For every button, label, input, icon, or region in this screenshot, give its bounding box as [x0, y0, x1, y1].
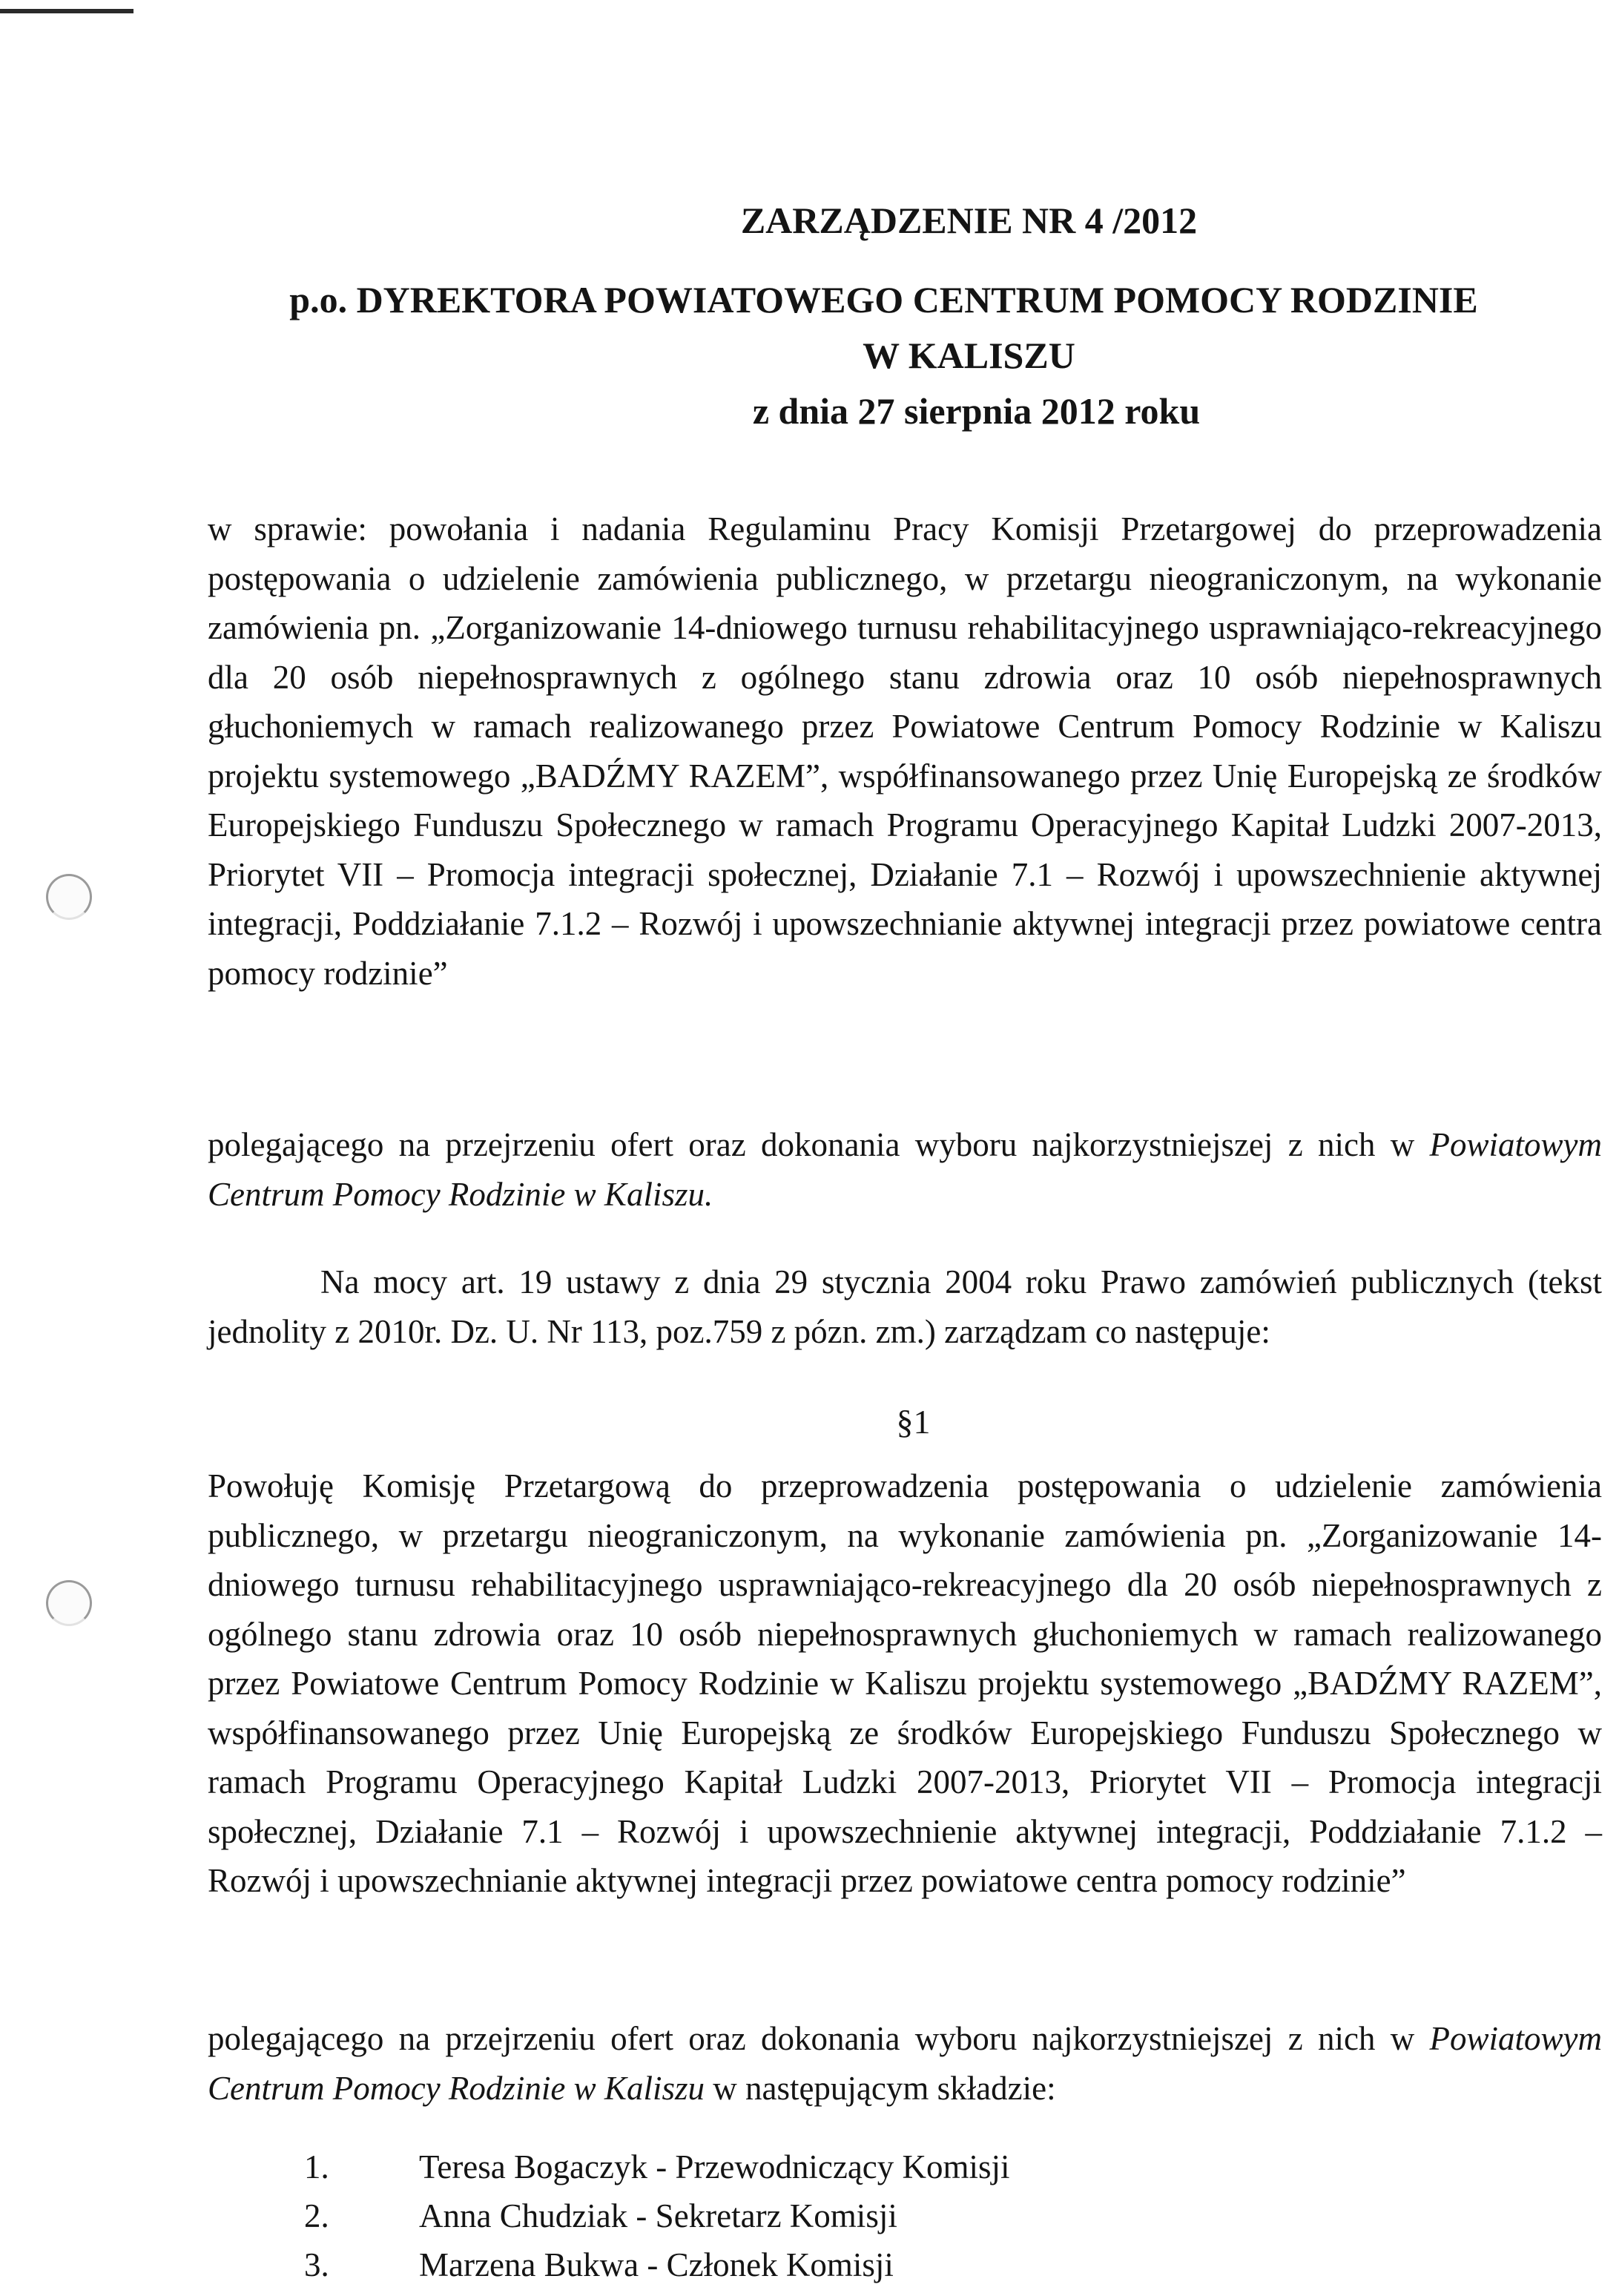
list-item-number: 1. — [304, 2148, 329, 2185]
list-item — [304, 2246, 1010, 2295]
section1-purpose-paragraph — [208, 2014, 1602, 2113]
section1-purpose-text: polegającego na przejrzeniu ofert oraz dokonania wyboru najkorzystniejszej z nich w — [208, 2020, 1430, 2057]
list-item-text: Anna Chudziak - Sekretarz Komisji — [419, 2197, 897, 2234]
list-item-number: 2. — [304, 2197, 329, 2234]
section1-paragraph: Powołuję Komisję Przetargową do przeprowadzenia postępowania o udzielenie zamówienia publicznego, w przetargu nieograniczonym, na wykonanie zamówienia pn. „Zorganizowanie 14-dniowego turnusu rehabilitacyjnego usprawniająco-rekreacyjnego dla 20 osób niepełnosprawnych z ogólnego stanu zdrowia oraz 10 osób niepełnosprawnych głuchoniemych w ramach realizowanego przez Powiatowe Centrum Pomocy Rodzinie w Kaliszu projektu systemowego „BADŹMY RAZEM”, współfinansowanego przez Unię Europejską ze środków Europejskiego Funduszu Społecznego w ramach Programu Operacyjnego Kapitał Ludzki 2007-2013, Priorytet VII – Promocja integracji społecznej, Działanie 7.1 – Rozwój i upowszechnienie aktywnej integracji, Poddziałanie 7.1.2 – Rozwój i upowszechnianie aktywnej integracji przez powiatowe centra pomocy rodzinie” — [208, 1467, 1602, 1899]
document-location: W KALISZU — [863, 335, 1075, 376]
section1-purpose-tail: w następującym składzie: — [704, 2069, 1056, 2107]
list-item-text: Marzena Bukwa - Członek Komisji — [419, 2246, 894, 2283]
punch-hole — [46, 874, 92, 920]
document-date: z dnia 27 sierpnia 2012 roku — [752, 390, 1201, 432]
section-marker: §1 — [896, 1403, 931, 1441]
document-issuer: p.o. DYREKTORA POWIATOWEGO CENTRUM POMOCY RODZINIE — [289, 279, 1478, 320]
list-item — [304, 2197, 1010, 2246]
list-item-text: Teresa Bogaczyk - Przewodniczący Komisji — [419, 2148, 1010, 2185]
legal-basis-paragraph: Na mocy art. 19 ustawy z dnia 29 stycznia 2004 roku Prawo zamówień publicznych (tekst jednolity z 2010r. Dz. U. Nr 113, poz.759 z pózn. zm.) zarządzam co następuje: — [208, 1263, 1602, 1350]
purpose-paragraph — [208, 1120, 1602, 1219]
list-item — [304, 2148, 1010, 2197]
purpose-text: polegającego na przejrzeniu ofert oraz dokonania wyboru najkorzystniejszej z nich w — [208, 1126, 1430, 1163]
document-title: ZARZĄDZENIE NR 4 /2012 — [740, 200, 1198, 241]
scan-edge-mark — [0, 9, 133, 13]
purpose-place: Powiatowym Centrum Pomocy Rodzinie w Kaliszu. — [208, 1126, 1602, 1213]
section1-purpose-place: Powiatowym Centrum Pomocy Rodzinie w Kaliszu — [208, 2020, 1602, 2107]
subject-paragraph: w sprawie: powołania i nadania Regulaminu Pracy Komisji Przetargowej do przeprowadzenia postępowania o udzielenie zamówienia publicznego, w przetargu nieograniczonym, na wykonanie zamówienia pn. „Zorganizowanie 14-dniowego turnusu rehabilitacyjnego usprawniająco-rekreacyjnego dla 20 osób niepełnosprawnych z ogólnego stanu zdrowia oraz 10 osób niepełnosprawnych głuchoniemych w ramach realizowanego przez Powiatowe Centrum Pomocy Rodzinie w Kaliszu projektu systemowego „BADŹMY RAZEM”, współfinansowanego przez Unię Europejską ze środków Europejskiego Funduszu Społecznego w ramach Programu Operacyjnego Kapitał Ludzki 2007-2013, Priorytet VII – Promocja integracji społecznej, Działanie 7.1 – Rozwój i upowszechnienie aktywnej integracji, Poddziałanie 7.1.2 – Rozwój i upowszechnianie aktywnej integracji przez powiatowe centra pomocy rodzinie” — [208, 510, 1602, 992]
list-item-number: 3. — [304, 2246, 329, 2283]
punch-hole — [46, 1580, 92, 1626]
committee-members-list — [304, 2148, 1010, 2295]
